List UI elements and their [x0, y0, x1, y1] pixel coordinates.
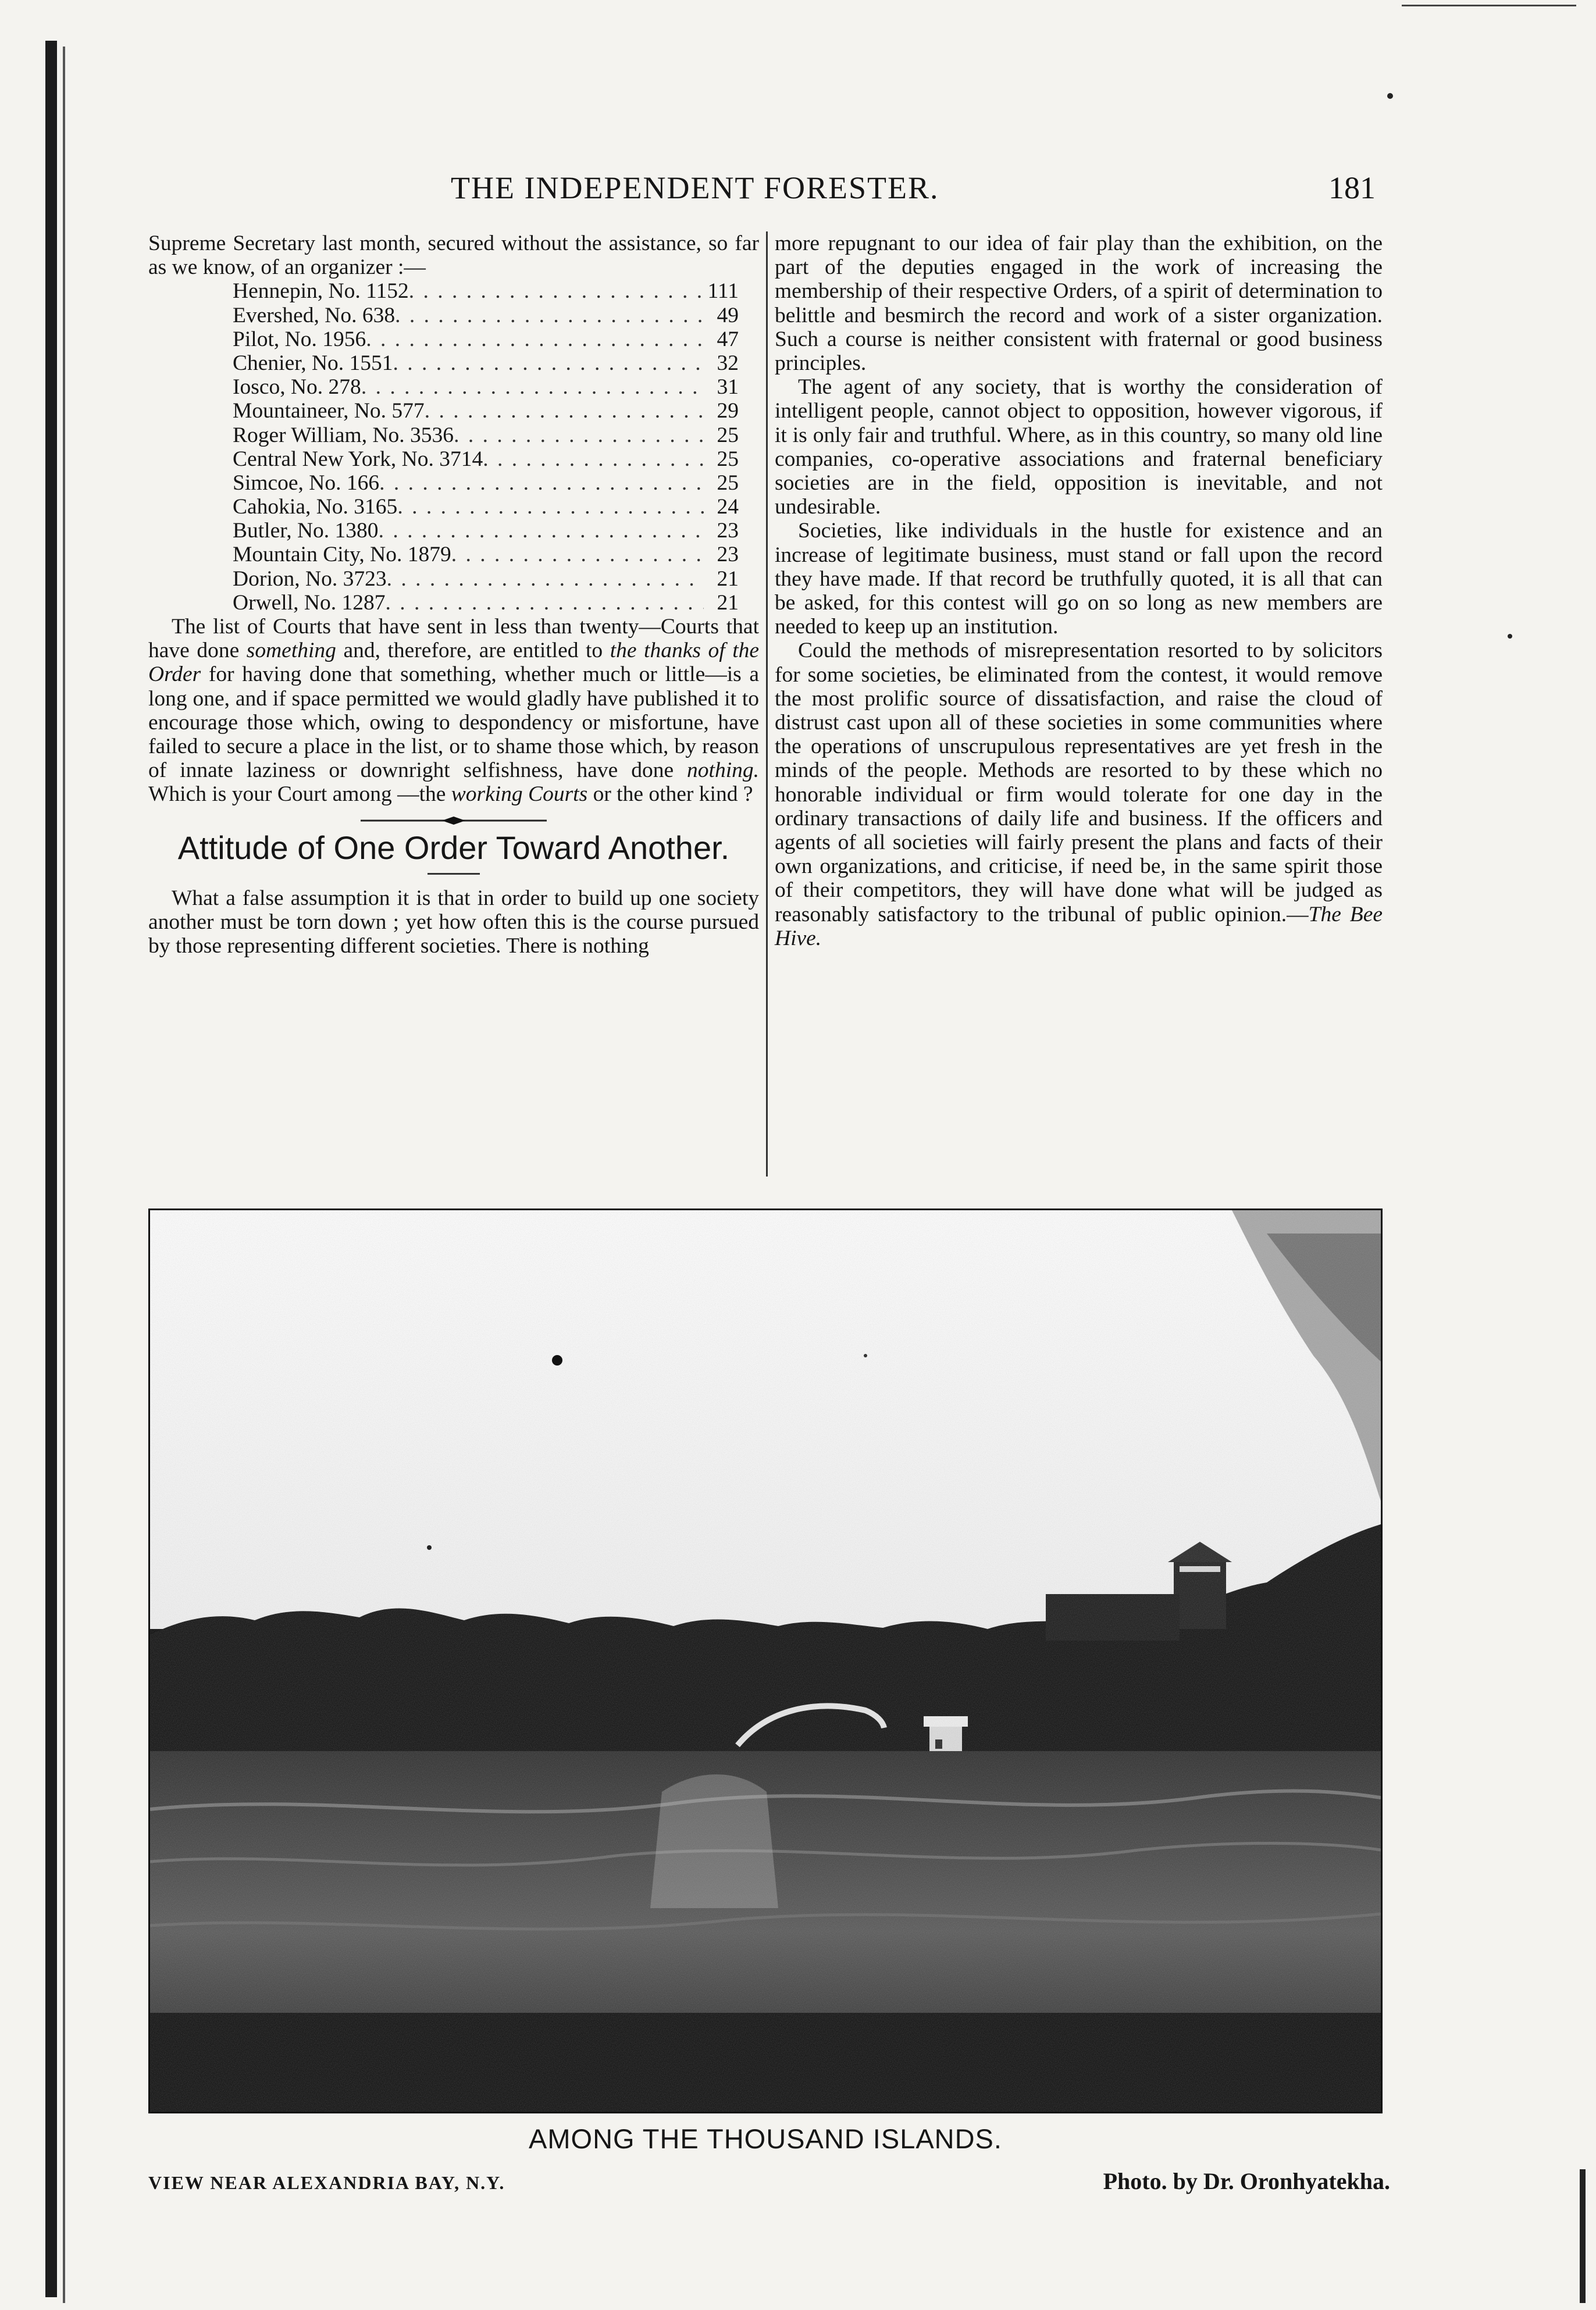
court-entry — [233, 423, 739, 447]
court-entry — [233, 591, 739, 615]
court-entry — [233, 279, 739, 303]
court-entry — [233, 567, 739, 591]
article-paragraph: more repugnant to our idea of fair play than the exhibition, on the part of the deputies engaged in the work of increasing the membership of their respective Orders, of a spirit of determination to belittle and besmirch the record and work of a sister organization. Such a course is neither consistent with fraternal or good business principles. — [775, 231, 1383, 376]
photograph — [148, 1209, 1383, 2113]
leader-dots — [361, 375, 704, 399]
article-paragraph: Societies, like individuals in the hustle for existence and an increase of legitimate business, must stand or fall upon the record they have made. If that record be truthfully quoted, it is all that can be asked, for this contest will go on so long as new members are needed to keep up an institution. — [775, 519, 1383, 639]
court-entry — [233, 495, 739, 519]
scan-margin-line — [63, 47, 65, 2303]
member-count: 25 — [717, 423, 739, 447]
court-name: Evershed, No. 638 — [233, 303, 396, 327]
court-entry — [233, 447, 739, 471]
photo-caption: AMONG THE THOUSAND ISLANDS. — [529, 2123, 1002, 2154]
section-ornament — [148, 815, 759, 826]
court-name: Mountain City, No. 1879 — [233, 543, 451, 567]
leader-dots — [454, 423, 704, 447]
article-paragraph: The agent of any society, that is worthy the consideration of intelligent people, cannot object to opposition, however vigorous, if it is only fair and truthful. Where, as in this country, so many old line companies, co-operative associations and fraternal beneficiary societies are in the field, opposition is inevitable, and not undesirable. — [775, 375, 1383, 519]
member-count: 25 — [717, 447, 739, 471]
court-name: Iosco, No. 278 — [233, 375, 361, 400]
member-count: 49 — [717, 303, 739, 327]
article-paragraph: What a false assumption it is that in order to build up one society another must be torn down ; yet how often this is the course pursued by those representing different societies. There is nothing — [148, 886, 759, 958]
leader-dots — [379, 471, 704, 495]
photo-location: VIEW NEAR ALEXANDRIA BAY, N.Y. — [148, 2172, 505, 2193]
speck — [1387, 93, 1393, 99]
courts-commentary: The list of Courts that have sent in less than twenty—Courts that have done something and, therefore, are entitled to the thanks of the Order for having done that something, whether much or little—is a long one, and if space permitted we would gladly have published it to encourage those which, owing to despondency or misfortune, have failed to secure a place in the list, or to shame those which, by reason of innate laziness or downright selfishness, have done nothing. Which is your Court among —the working Courts or the other kind ? — [148, 615, 760, 807]
member-count: 21 — [717, 566, 739, 591]
member-count: 111 — [707, 279, 739, 304]
member-count: 29 — [717, 399, 739, 423]
court-entry — [233, 471, 739, 495]
court-entry — [233, 375, 739, 399]
left-column — [148, 231, 759, 1185]
headline-rule — [428, 873, 480, 875]
right-column — [775, 231, 1383, 1185]
column-divider — [766, 231, 768, 1177]
court-entry — [233, 327, 739, 351]
court-name: Simcoe, No. 166 — [233, 470, 380, 495]
court-entry — [233, 519, 739, 543]
landscape-photo — [150, 1210, 1381, 2112]
leader-dots — [425, 399, 704, 423]
leader-dots — [379, 519, 704, 543]
court-entry — [233, 304, 739, 327]
photo-credit: Photo. by Dr. Oronhyatekha. — [1103, 2168, 1390, 2194]
source-credit: The Bee Hive. — [775, 902, 1383, 950]
court-name: Orwell, No. 1287 — [233, 590, 386, 615]
member-count: 25 — [717, 470, 739, 495]
court-entry — [233, 351, 739, 375]
speck — [1508, 634, 1512, 639]
leader-dots — [387, 567, 704, 591]
leader-dots — [393, 351, 704, 375]
leader-dots — [395, 304, 704, 327]
intro-paragraph: Supreme Secretary last month, secured without the assistance, so far as we know, of an organizer :— — [148, 231, 759, 280]
court-name: Chenier, No. 1551 — [233, 351, 393, 375]
member-count: 21 — [717, 590, 739, 615]
court-name: Butler, No. 1380 — [233, 519, 379, 543]
member-count: 23 — [717, 519, 739, 543]
running-header — [148, 170, 1376, 211]
scan-edge-mark — [1580, 2169, 1586, 2303]
article-paragraph: Could the methods of misrepresentation resorted to by solicitors for some societies, be eliminated from the contest, it would remove the most prolific source of dissatisfaction, and raise the cloud of distrust cast upon all of these societies in some communities where the operations of unscrupulous representatives are yet fresh in the minds of the people. Methods are resorted to by these which no honorable individual or firm would tolerate for one day in the ordinary transactions of daily life and business. If the officers and agents of all societies will fairly present the plans and facts of their own organizations, and criticise, if need be, in the same spirit those of their competitors, they will have done what will be judged as reasonably satisfactory to the tribunal of public opinion.—The Bee Hive. — [775, 639, 1383, 950]
court-name: Cahokia, No. 3165 — [233, 495, 398, 519]
scan-margin-bar — [45, 41, 57, 2297]
member-count: 23 — [717, 543, 739, 567]
court-name: Pilot, No. 1956 — [233, 327, 366, 351]
court-name: Central New York, No. 3714 — [233, 447, 483, 471]
leader-dots — [483, 447, 704, 471]
court-entry — [233, 543, 739, 566]
court-name: Dorion, No. 3723 — [233, 566, 387, 591]
page-number: 181 — [1328, 170, 1376, 205]
member-count: 31 — [717, 375, 739, 400]
court-entry — [233, 399, 739, 423]
court-name: Roger William, No. 3536 — [233, 423, 454, 447]
journal-title: THE INDEPENDENT FORESTER. — [451, 170, 939, 205]
page-edge-rule — [1402, 5, 1576, 6]
member-count: 24 — [717, 495, 739, 519]
leader-dots — [397, 495, 704, 519]
leader-dots — [385, 591, 704, 615]
courts-list — [148, 279, 739, 615]
court-name: Mountaineer, No. 577 — [233, 399, 425, 423]
member-count: 32 — [717, 351, 739, 375]
article-headline: Attitude of One Order Toward Another. — [177, 829, 730, 866]
court-name: Hennepin, No. 1152 — [233, 279, 409, 304]
leader-dots — [366, 327, 704, 351]
leader-dots — [409, 279, 704, 303]
member-count: 47 — [717, 327, 739, 351]
leader-dots — [451, 543, 704, 566]
